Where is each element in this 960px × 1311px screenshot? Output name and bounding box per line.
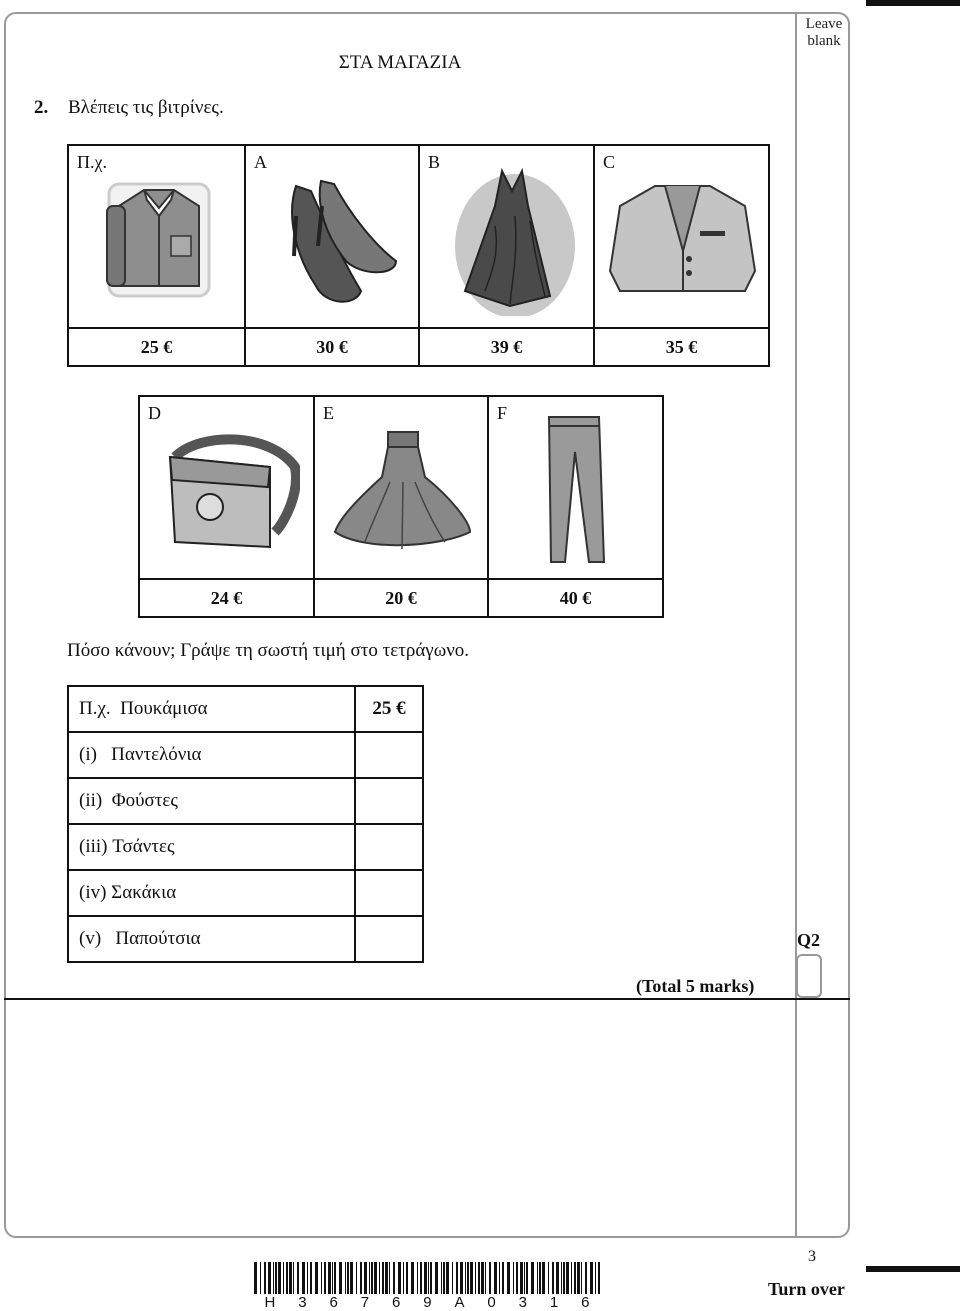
item-cell-example (68, 145, 245, 328)
dress-image (440, 166, 580, 316)
barcode-bar (481, 1262, 484, 1294)
barcode-bar (428, 1262, 429, 1294)
barcode-bar (406, 1262, 408, 1294)
price-cell: 35 € (594, 328, 769, 366)
barcode-bar (539, 1262, 541, 1294)
barcode-bar (393, 1262, 395, 1294)
barcode-bar (441, 1262, 442, 1294)
barcode-bar (278, 1262, 281, 1294)
barcode-bar (475, 1262, 476, 1294)
barcode-bar (513, 1262, 514, 1294)
shop-window-row-1 (67, 144, 770, 367)
barcode-bar (520, 1262, 523, 1294)
barcode-bar (379, 1262, 380, 1294)
total-marks: (Total 5 marks) (636, 976, 755, 996)
barcode-bar (293, 1262, 294, 1294)
corner-mark-bottom (866, 1266, 960, 1272)
barcode-bar (273, 1262, 274, 1294)
barcode-char: 0 (487, 1294, 498, 1311)
price-cell: 30 € (245, 328, 419, 366)
barcode-bar (485, 1262, 486, 1294)
answer-table (67, 685, 424, 963)
barcode-bar (430, 1262, 432, 1294)
answer-box-v[interactable] (355, 916, 423, 962)
item-cell-f (488, 396, 663, 579)
barcode-char: 6 (329, 1294, 340, 1311)
answer-box-iii[interactable] (355, 824, 423, 870)
answer-box-ii[interactable] (355, 778, 423, 824)
price-cell: 39 € (419, 328, 594, 366)
barcode-bar (574, 1262, 576, 1294)
skirt-image (330, 427, 475, 557)
barcode-bar (467, 1262, 469, 1294)
margin-divider (795, 12, 797, 1238)
barcode-bar (297, 1262, 299, 1294)
item-cell-a (245, 145, 419, 328)
barcode-bar (420, 1262, 422, 1294)
barcode-bar (452, 1262, 453, 1294)
barcode-bar (321, 1262, 322, 1294)
item-label: D (148, 403, 161, 423)
barcode-bar (334, 1262, 336, 1294)
barcode-text (254, 1294, 602, 1311)
barcode-bar (585, 1262, 587, 1294)
table-row (68, 778, 423, 824)
barcode-bar (283, 1262, 284, 1294)
trousers-image (539, 412, 609, 572)
page-title: ΣΤΑ ΜΑΓΑΖΙΑ (338, 52, 462, 73)
barcode-bar (310, 1262, 312, 1294)
answer-box-i[interactable] (355, 732, 423, 778)
barcode-bar (499, 1262, 500, 1294)
jacket-image (605, 181, 760, 301)
barcode-bar (411, 1262, 414, 1294)
item-cell-c (594, 145, 769, 328)
shirt-image (99, 176, 219, 306)
barcode-bar (598, 1262, 600, 1294)
item-label: C (603, 152, 616, 172)
barcode-bar (563, 1262, 565, 1294)
barcode-bar (328, 1262, 331, 1294)
barcode-bar (315, 1262, 318, 1294)
barcode-char: 3 (518, 1294, 529, 1311)
price-cell: 40 € (488, 579, 663, 617)
question-number: 2. (34, 97, 49, 118)
barcode-bar (524, 1262, 525, 1294)
barcode-bar (302, 1262, 305, 1294)
barcode-bar (356, 1262, 357, 1294)
barcode-bar (324, 1262, 326, 1294)
bag-image (160, 432, 300, 552)
barcode-bar (347, 1262, 349, 1294)
barcode-bar (268, 1262, 271, 1294)
barcode-bar (516, 1262, 518, 1294)
barcode-bar (307, 1262, 308, 1294)
barcode-bar (275, 1262, 277, 1294)
shoes-image (266, 176, 406, 316)
barcode-bar (494, 1262, 497, 1294)
barcode-bar (286, 1262, 288, 1294)
table-row (68, 732, 423, 778)
barcode-bar (577, 1262, 580, 1294)
table-row (68, 824, 423, 870)
barcode-bar (470, 1262, 473, 1294)
barcode-bar (566, 1262, 569, 1294)
barcode-bar (537, 1262, 538, 1294)
barcode-bar (489, 1262, 491, 1294)
instruction-text: Πόσο κάνουν; Γράψε τη σωστή τιμή στο τετράγωνο. (67, 640, 470, 661)
barcode-char: H (264, 1294, 278, 1311)
barcode-bar (332, 1262, 333, 1294)
price-cell: 24 € (139, 579, 314, 617)
barcode-bar (417, 1262, 418, 1294)
barcode-bar (456, 1262, 458, 1294)
answer-label: (i) Παντελόνια (68, 732, 355, 778)
item-label: F (497, 403, 508, 423)
barcode-bar (350, 1262, 353, 1294)
corner-mark-top (866, 0, 960, 6)
barcode-bar (548, 1262, 549, 1294)
barcode-bar (507, 1262, 510, 1294)
barcode-bar (385, 1262, 388, 1294)
barcode-char: 1 (549, 1294, 561, 1311)
question-text: Βλέπεις τις βιτρίνες. (68, 97, 224, 118)
question-marker: Q2 (797, 930, 821, 950)
barcode-bar (369, 1262, 370, 1294)
shop-window-row-2 (138, 395, 664, 618)
barcode-bar (435, 1262, 438, 1294)
page-number: 3 (808, 1248, 816, 1265)
barcode-bar (443, 1262, 445, 1294)
leave-blank-label: Leave blank (805, 16, 843, 49)
item-label: A (254, 152, 267, 172)
barcode-bar (465, 1262, 466, 1294)
mark-box[interactable] (796, 954, 822, 998)
barcode-bar (289, 1262, 292, 1294)
answer-label: (ii) Φούστες (68, 778, 355, 824)
item-label: B (428, 152, 441, 172)
price-cell: 25 € (68, 328, 245, 366)
barcode-bar (339, 1262, 342, 1294)
barcode-bar (398, 1262, 401, 1294)
barcode-bar (542, 1262, 545, 1294)
barcode-bar (595, 1262, 596, 1294)
barcode-bar (371, 1262, 373, 1294)
item-label: Π.χ. (77, 152, 107, 172)
barcode-bar (364, 1262, 367, 1294)
table-row (68, 916, 423, 962)
barcode-bar (556, 1262, 559, 1294)
answer-box-iv[interactable] (355, 870, 423, 916)
barcode-char: 6 (581, 1294, 592, 1311)
item-cell-d (139, 396, 314, 579)
barcode-bar (424, 1262, 427, 1294)
barcode-bar (446, 1262, 449, 1294)
price-cell: 20 € (314, 579, 488, 617)
section-rule (4, 998, 850, 1000)
barcode-bar (382, 1262, 384, 1294)
item-cell-b (419, 145, 594, 328)
barcode-bar (254, 1262, 257, 1294)
barcode-bar (374, 1262, 377, 1294)
barcode-char: 9 (423, 1294, 434, 1311)
barcode-bar (531, 1262, 534, 1294)
barcode (254, 1262, 602, 1294)
answer-label: Π.χ. Πουκάμισα (68, 686, 355, 732)
barcode-char: 6 (391, 1294, 403, 1311)
barcode-bar (264, 1262, 266, 1294)
barcode-bar (552, 1262, 554, 1294)
turn-over-label: Turn over (768, 1279, 845, 1299)
barcode-bar (581, 1262, 582, 1294)
barcode-bar (360, 1262, 362, 1294)
barcode-bar (389, 1262, 390, 1294)
barcode-char: 7 (360, 1294, 372, 1311)
barcode-char: 3 (298, 1294, 309, 1311)
table-row (68, 870, 423, 916)
answer-box-example: 25 € (355, 686, 423, 732)
answer-label: (iii) Τσάντες (68, 824, 355, 870)
item-label: E (323, 403, 334, 423)
barcode-bar (502, 1262, 504, 1294)
barcode-bar (460, 1262, 463, 1294)
barcode-bar (526, 1262, 528, 1294)
answer-label: (iv) Σακάκια (68, 870, 355, 916)
answer-label: (v) Παπούτσια (68, 916, 355, 962)
barcode-bar (260, 1262, 261, 1294)
table-row (68, 686, 423, 732)
barcode-bar (590, 1262, 593, 1294)
barcode-bar (478, 1262, 480, 1294)
barcode-bar (403, 1262, 404, 1294)
barcode-char: A (454, 1294, 467, 1311)
barcode-bar (561, 1262, 562, 1294)
barcode-bar (571, 1262, 572, 1294)
barcode-bar (345, 1262, 346, 1294)
item-cell-e (314, 396, 488, 579)
